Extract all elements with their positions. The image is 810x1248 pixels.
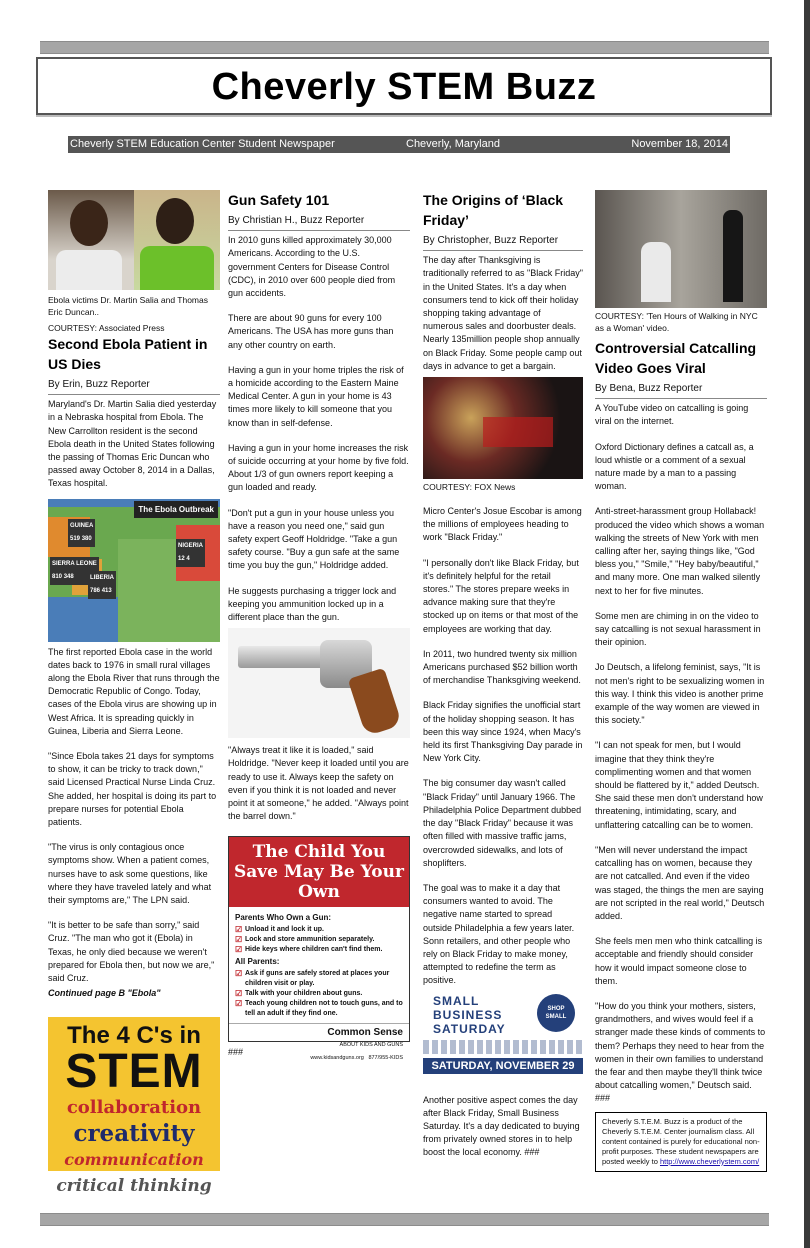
- column-gun-safety: [228, 190, 410, 1059]
- continued-link[interactable]: Continued page B "Ebola": [48, 988, 161, 999]
- ad-url: www.kidsandguns.org: [310, 1054, 364, 1061]
- storefront-strip: [423, 1040, 583, 1054]
- ebola-byline: By Erin, Buzz Reporter: [48, 378, 220, 395]
- child-safety-ad: [228, 836, 410, 1061]
- four-cs-communication: communication: [64, 1149, 204, 1169]
- black-friday-para-5: Black Friday signifies the unofficial start of the holiday shopping season. It has been this way since 1924, when Macy's held its first Thanksgiving Day parade in New York City.: [423, 700, 583, 764]
- black-friday-crowd-photo: [423, 377, 583, 479]
- four-cs-stem: STEM: [65, 1044, 203, 1098]
- black-friday-byline: By Christopher, Buzz Reporter: [423, 234, 583, 251]
- catcalling-headline: Controversial Catcalling Video Goes Viral: [595, 340, 757, 376]
- ebola-victims-photo: [48, 190, 220, 290]
- catcalling-video-still: [595, 190, 767, 308]
- newspaper-title: Cheverly STEM Buzz: [211, 66, 597, 108]
- ad-parent-item: ☑ Teach young children not to touch guns, and to tell an adult if they find one.: [235, 999, 403, 1019]
- black-friday-para-1: The day after Thanksgiving is traditionally referred to as "Black Friday" in the United States. It's a day when consumers tend to kick off their holiday shopping taking advantage of numerous sales and doorbuster deals. Nearly 135million people shop annually on Black Friday. Some people camp out days in advance to get a bargain.: [423, 255, 583, 371]
- ad-all-parents-heading: All Parents:: [235, 956, 280, 966]
- four-cs-collaboration: collaboration: [66, 1096, 202, 1118]
- column-black-friday: [423, 190, 583, 1172]
- gun-para-3: Having a gun in your home triples the risk of a homicide according to the Eastern Maine Medical Center. A gun in your home is 43 times more likely to kill someone that you know than in self-defense.: [228, 364, 404, 428]
- photo-duncan: [134, 190, 220, 290]
- revolver-photo: [228, 628, 410, 738]
- ad-phone: 877/955-KIDS: [368, 1054, 403, 1061]
- four-cs-creativity: creativity: [73, 1119, 195, 1147]
- small-business-saturday-logo: [423, 992, 583, 1088]
- map-sierra-leone: SIERRA LEONE 810 348: [50, 557, 99, 585]
- black-friday-closing: Another positive aspect comes the day after Black Friday, Small Business Saturday. It's a day dedicated to buying from privately owned stores in to help boost the local economy. ###: [423, 1094, 580, 1158]
- gun-para-5: "Don't put a gun in your house unless you have a reason you need one," said gun safety expert Geoff Holdridge. "Take a gun safety course. "Buy a gun safe at the same time you buy the gun," Holdridge added.: [228, 507, 400, 571]
- sbs-line-1: SMALL: [433, 993, 480, 1008]
- ad-parent-item: ☑ Ask if guns are safely stored at places your children visit or play.: [235, 969, 403, 989]
- catcalling-para-8: She feels men men who think catcalling is acceptable and friendly should consider how it would impact someone close to them.: [595, 936, 763, 986]
- bottom-rule: [40, 1213, 769, 1226]
- catcalling-para-9: "How do you think your mothers, sisters, grandmothers, and wives would feel if a stranger made these kinds of comments to them? Perhaps they need to hear from the women in their own families to understand the fear and then maybe they'll think twice about catcalling women," Deutsch said. ###: [595, 1000, 766, 1104]
- gun-para-7: "Always treat it like it is loaded," said Holdridge. "Never keep it loaded until you are ready to use it. Always keep the safety on even if you think it is not loaded and never point it at someone," he added. "Always point the barrel down.": [228, 745, 409, 822]
- photo-salia: [48, 190, 134, 290]
- ad-owner-item: ☑ Lock and store ammunition separately.: [235, 935, 403, 945]
- ebola-para-5: "It is better to be safe than sorry," said Cruz. "The man who got it (Ebola) in Texas, he only died because we weren't prepared for Ebola then, but now we are," said Cruz.: [48, 920, 215, 984]
- black-friday-para-3: "I personally don't like Black Friday, but it's definitely helpful for the retail stores." The stores prepare weeks in advance making sure that they're stocked up on items or that most of the employees are working that day.: [423, 557, 579, 634]
- black-friday-para-7: The goal was to make it a day that consumers wanted to avoid. The negative name started to spread outside Philadelphia a few years later. Sonn retailers, and other people who rely on Black Friday to make money, attempted to redefine the term as positive.: [423, 882, 575, 986]
- info-bar: [68, 136, 730, 153]
- four-cs-critical-thinking: critical thinking: [56, 1175, 212, 1196]
- catcalling-para-1: A YouTube video on catcalling is going viral on the internet.: [595, 403, 749, 427]
- ad-list: [229, 907, 409, 1023]
- map-liberia: LIBERIA 786 413: [88, 571, 116, 599]
- catcalling-byline: By Bena, Buzz Reporter: [595, 382, 767, 399]
- ebola-para-1: Maryland's Dr. Martin Salia died yesterday in a Nebraska hospital from Ebola. The New Carrollton resident is the second Ebola death in the United States following the passing of Thomas Eric Duncan who passed away October 8, 2014 in a Dallas, Texas hospital.: [48, 399, 217, 489]
- ad-parent-item: ☑ Talk with your children about guns.: [235, 989, 403, 999]
- black-friday-photo-credit: COURTESY: FOX News: [423, 482, 516, 493]
- catcalling-photo-caption: COURTESY: 'Ten Hours of Walking in NYC as a Woman' video.: [595, 311, 758, 333]
- about-text: Cheverly S.T.E.M. Buzz is a product of the Cheverly S.T.E.M. Center journalism class. All content contained is purely for educational non-profit purposes. These student newspapers are posted weekly to: [602, 1116, 760, 1166]
- four-cs-heading: The 4 C's in: [67, 1021, 201, 1049]
- black-friday-headline: The Origins of ‘Black Friday’: [423, 192, 564, 228]
- map-title: The Ebola Outbreak: [134, 501, 218, 518]
- map-guinea: GUINEA 519 380: [68, 519, 95, 547]
- gun-para-4: Having a gun in your home increases the risk of suicide occurring at your home by five fold. About 1/3 of gun owners report keeping a gun loaded and ready.: [228, 442, 409, 493]
- about-box: [595, 1112, 767, 1172]
- ebola-para-2: The first reported Ebola case in the world dates back to 1976 in small rural villages along the Ebola River that runs through the Democratic Republic of Congo. Today, cases of the Ebola virus are showing up in West Africa. It is spreading quickly in Guinea, Liberia and Sierra Leone.: [48, 646, 220, 736]
- black-friday-para-4: In 2011, two hundred twenty six million Americans purchased $52 billion worth of merchandise Thanksgiving weekend.: [423, 648, 581, 686]
- info-publication: Cheverly STEM Education Center Student Newspaper: [70, 138, 335, 150]
- gun-byline: By Christian H., Buzz Reporter: [228, 214, 410, 231]
- ebola-para-4: "The virus is only contagious once symptoms show. When a patient comes, nurses have to ask some questions, like where they have traveled lately and what their symptoms are," The LPN said.: [48, 842, 212, 906]
- ad-owner-item: ☑ Unload it and lock it up.: [235, 925, 403, 935]
- catcalling-para-4: Some men are chiming in on the video to say catcalling is not sexual harassment in their opinion.: [595, 610, 761, 648]
- catcalling-para-5: Jo Deutsch, a lifelong feminist, says, "It is not men's right to be sexualizing women in this way. I think this video is another prime example of the way women are viewed in this society.": [595, 662, 765, 726]
- catcalling-para-7: "Men will never understand the impact catcalling has on women, because they are not catcalled. And even if the video was staged, the things the men are saying are not scripted in the real world," Deutsch added.: [595, 844, 765, 921]
- map-nigeria: NIGERIA 12 4: [176, 539, 205, 567]
- info-date: November 18, 2014: [631, 138, 728, 150]
- ebola-photo-caption: Ebola victims Dr. Martin Salia and Thomas Eric Duncan..: [48, 295, 208, 317]
- ad-owner-item: ☑ Hide keys where children can't find them.: [235, 945, 403, 955]
- ad-owners-heading: Parents Who Own a Gun:: [235, 912, 332, 922]
- sbs-line-3: SATURDAY: [433, 1021, 506, 1036]
- catcalling-para-2: Oxford Dictionary defines a catcall as, a loud whistle or a comment of a sexual nature made by a man to a passing woman.: [595, 441, 754, 492]
- shop-small-badge: SHOP SMALL: [537, 994, 575, 1032]
- info-location: Cheverly, Maryland: [406, 138, 500, 150]
- black-friday-para-6: The big consumer day wasn't called "Black Friday" until January 1966. The Philadelphia Police Department dubbed the day "Black Friday" because it was often filled with massive traffic jams, overcrowded sidewalks, and lots of shoplifters.: [423, 778, 582, 868]
- sbs-line-2: BUSINESS: [433, 1007, 503, 1022]
- ebola-photo-credit: COURTESY: Associated Press: [48, 323, 165, 333]
- ad-brand-sub: ABOUT KIDS AND GUNS: [339, 1041, 403, 1048]
- masthead: [36, 57, 772, 115]
- gun-para-1: In 2010 guns killed approximately 30,000 Americans. According to the U.S. government Centers for Disease Control (CDC), in 2010 over 600 people died from gun accidents.: [228, 235, 396, 299]
- catcalling-para-3: Anti-street-harassment group Hollaback! produced the video which shows a woman walking the streets of New York with men calling after her, saying things like, "God bless you," "Smile," "Hey baby/beautiful," and many more. One man walked silently next to her for five minutes.: [595, 506, 765, 596]
- ad-brand: Common Sense: [327, 1026, 403, 1038]
- ad-title: The Child You Save May Be Your Own: [229, 837, 409, 907]
- ebola-para-3: "Since Ebola takes 21 days for symptoms to show, it can be tricky to track down," said Licensed Practical Nurse Linda Cruz. She added, her hospital is doing its part to prepare nurses for potential Ebola patients.: [48, 751, 217, 828]
- gun-para-2: There are about 90 guns for every 100 Americans. The USA has more guns than any other country on earth.: [228, 313, 394, 350]
- ebola-headline: Second Ebola Patient in US Dies: [48, 336, 208, 372]
- top-rule: [40, 41, 769, 54]
- sbs-date: SATURDAY, NOVEMBER 29: [423, 1058, 583, 1074]
- column-ebola: [48, 190, 220, 1196]
- catcalling-para-6: "I can not speak for men, but I would imagine that they think they're complimenting women and that women should be flattered by it," added Deutsch. She said these men don't understand how threatening, intimidating, scary, and unflattering catcalling can be to women.: [595, 740, 763, 830]
- website-link[interactable]: http://www.cheverlystem.com/: [659, 1156, 760, 1166]
- four-cs-stem-graphic: [48, 1017, 220, 1196]
- gun-para-6: He suggests purchasing a trigger lock and keeping you ammunition locked up in a different place than the gun.: [228, 585, 397, 623]
- gun-headline: Gun Safety 101: [228, 192, 330, 208]
- black-friday-para-2: Micro Center's Josue Escobar is among the millions of employees heading to work "Black Friday.": [423, 506, 582, 543]
- column-catcalling: [595, 190, 767, 1172]
- gun-end-mark: ###: [228, 1046, 244, 1057]
- ebola-outbreak-map: [48, 499, 220, 642]
